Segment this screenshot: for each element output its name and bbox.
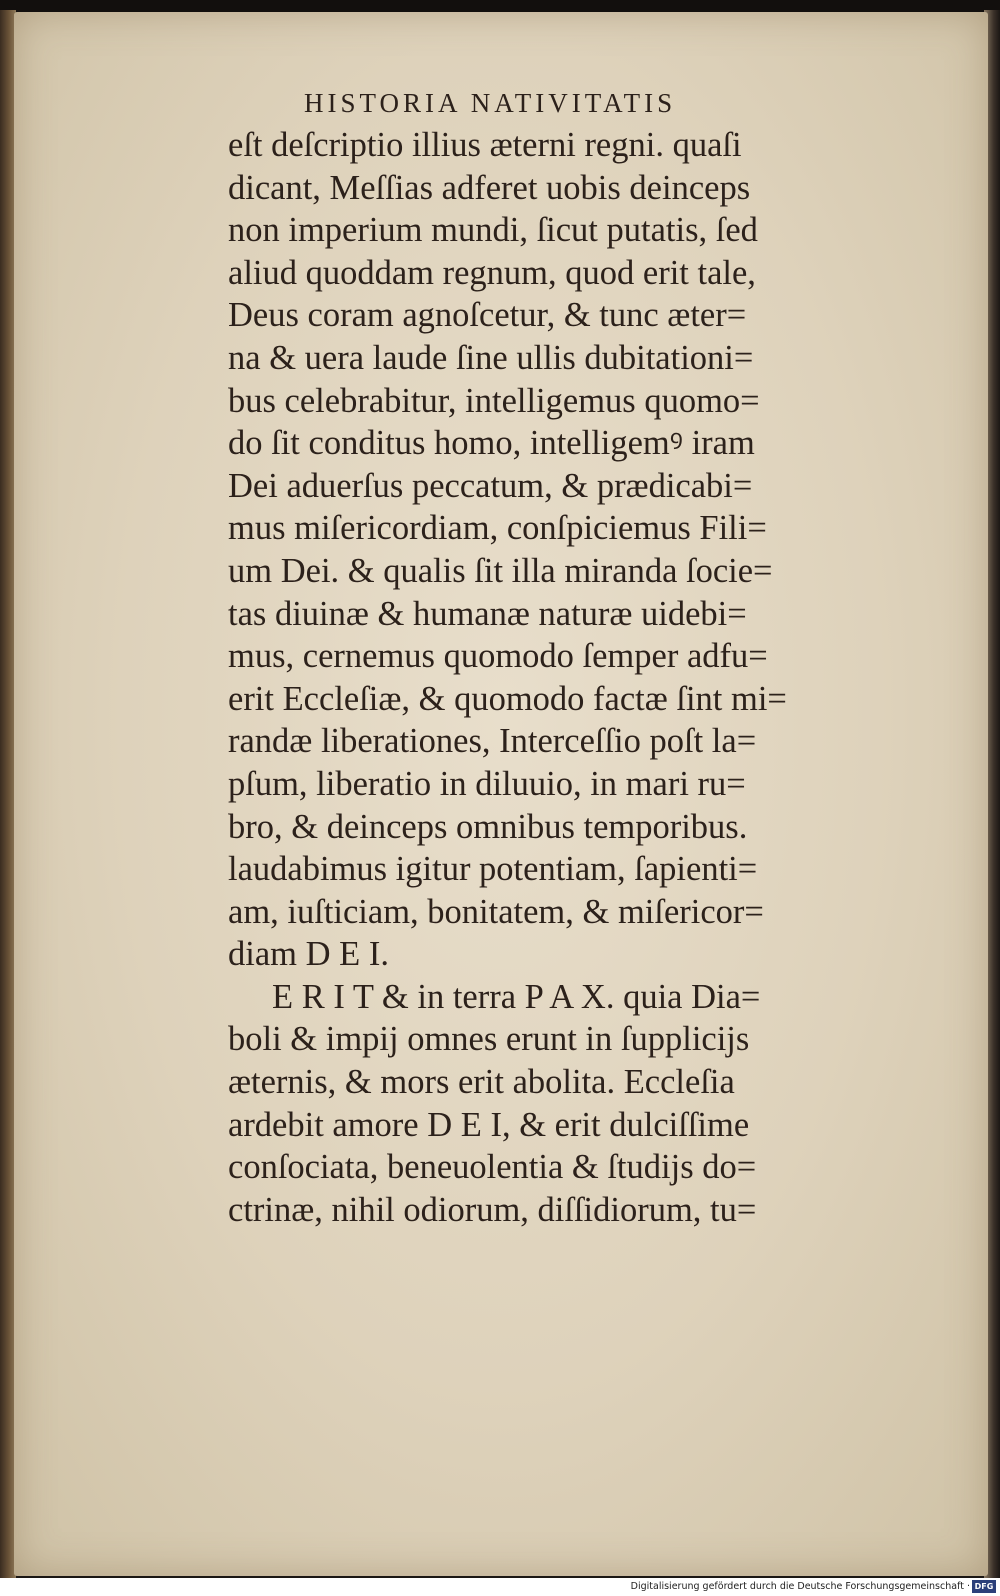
text-line: na & uera laude ſine ullis dubitationi=	[228, 338, 754, 377]
text-line: do ſit conditus homo, intelligemꝰ iram	[228, 424, 755, 463]
scanner-top-border	[0, 0, 1000, 12]
text-line: boli & impij omnes erunt in ſupplicijs	[228, 1020, 750, 1059]
text-line: mus, cernemus quomodo ſemper adfu=	[228, 637, 768, 676]
text-line: mus miſericordiam, conſpiciemus Fili=	[228, 509, 767, 548]
text-line: laudabimus igitur potentiam, ſapienti=	[228, 850, 758, 889]
body-text	[228, 124, 888, 1231]
digitization-credit: Digitalisierung gefördert durch die Deutsche Forschungsgemeinschaft ·	[630, 1581, 970, 1592]
text-line: am, iuſticiam, bonitatem, & miſericor=	[228, 892, 764, 931]
text-line: erit Eccleſiæ, & quomodo factæ ſint mi=	[228, 679, 787, 718]
text-line: diam D E I.	[228, 935, 389, 974]
text-line: E R I T & in terra P A X. quia Dia=	[272, 977, 761, 1016]
dfg-logo: DFG	[972, 1580, 996, 1593]
running-head: HISTORIA NATIVITATIS	[304, 88, 677, 118]
text-line: randæ liberationes, Interceſſio poſt la=	[228, 722, 757, 761]
text-line: Dei aduerſus peccatum, & prædicabi=	[228, 466, 753, 505]
text-line: non imperium mundi, ſicut putatis, ſed	[228, 211, 758, 250]
text-block	[228, 82, 888, 1231]
text-line: Deus coram agnoſcetur, & tunc æter=	[228, 296, 747, 335]
text-line: dicant, Meſſias adferet uobis deinceps	[228, 168, 751, 207]
text-line: ctrinæ, nihil odiorum, diſſidiorum, tu=	[228, 1190, 757, 1229]
text-line: um Dei. & qualis ſit illa miranda ſocie=	[228, 551, 773, 590]
text-line: æternis, & mors erit abolita. Eccleſia	[228, 1063, 735, 1102]
text-line: conſociata, beneuolentia & ſtudijs do=	[228, 1148, 757, 1187]
text-line: pſum, liberatio in diluuio, in mari ru=	[228, 764, 746, 803]
text-line: bro, & deinceps omnibus temporibus.	[228, 807, 748, 846]
text-line: ardebit amore D E I, & erit dulciſſime	[228, 1105, 750, 1144]
text-line: eſt deſcriptio illius æterni regni. quaſi	[228, 126, 742, 164]
text-line: aliud quoddam regnum, quod erit tale,	[228, 253, 756, 292]
text-line: tas diuinæ & humanæ naturæ uidebi=	[228, 594, 747, 633]
text-line: bus celebrabitur, intelligemus quomo=	[228, 381, 760, 420]
